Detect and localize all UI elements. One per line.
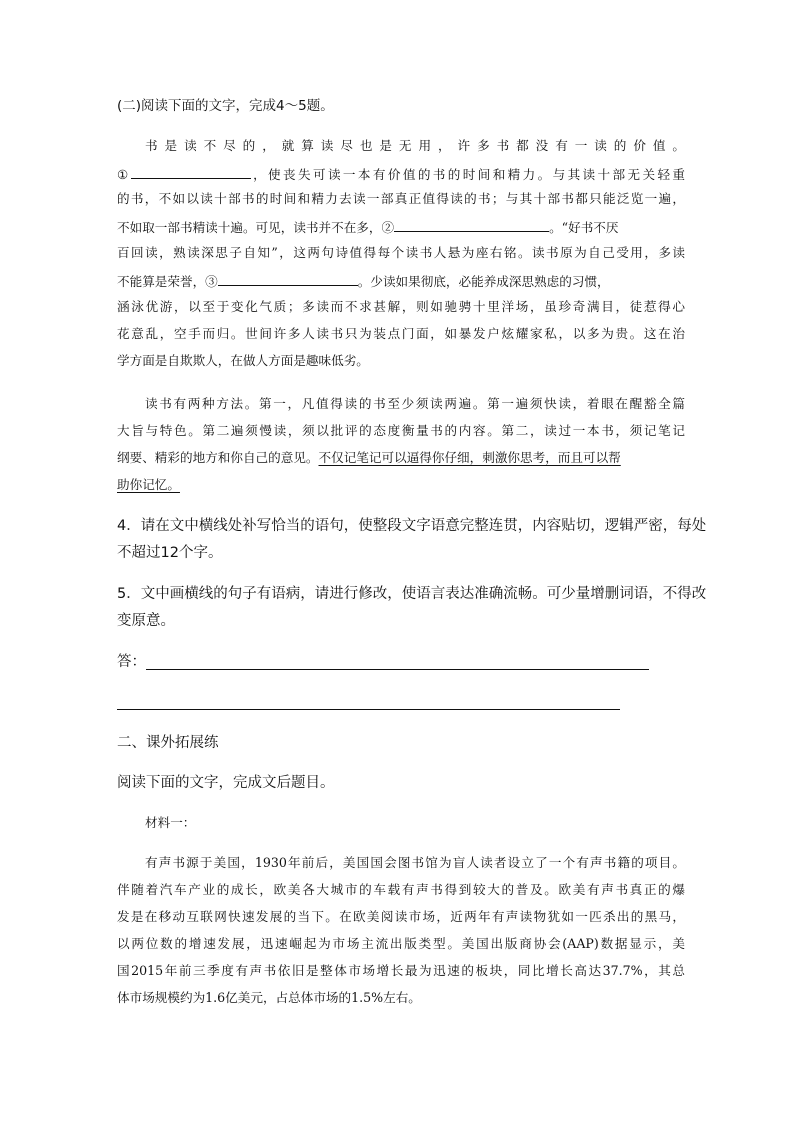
fill-blank-1[interactable] xyxy=(131,163,251,179)
passage-line xyxy=(117,163,685,185)
underlined-sentence: 不仅记笔记可以逼得你仔细，刺激你思考，而且可以帮 xyxy=(318,450,621,465)
passage-text: ，使丧失可读一本有价值的书的时间和精力。与其读十部无关轻重 xyxy=(250,167,686,182)
passage-line: 大旨与特色。第二遍须慢读，须以批评的态度衡量书的内容。第二，读过一本书，须记笔记 xyxy=(117,423,685,438)
passage-line: 学方面是自欺欺人，在做人方面是趣味低劣。 xyxy=(117,353,369,368)
passage-line: 国2015年前三季度有声书依旧是整体市场增长最为迅速的板块，同比增长高达37.7%，其总 xyxy=(117,963,685,978)
passage-line: 以两位数的增速发展，迅速崛起为市场主流出版类型。美国出版商协会(AAP)数据显示，美 xyxy=(117,936,685,951)
passage-text: 。“好书不厌 xyxy=(549,220,619,235)
passage-line: 读书有两种方法。第一，凡值得读的书至少须读两遍。第一遍须快读，着眼在醒豁全篇 xyxy=(145,396,685,411)
question-4-cont: 不超过12个字。 xyxy=(117,545,223,561)
passage-line: 体市场规模约为1.6亿美元，占总体市场的1.5%左右。 xyxy=(117,990,421,1005)
passage-line: 伴随着汽车产业的成长，欧美各大城市的车载有声书得到较大的普及。欧美有声书真正的爆 xyxy=(117,882,685,897)
blank-marker-1: ① xyxy=(117,167,131,182)
fill-blank-3[interactable] xyxy=(218,270,358,286)
passage-line xyxy=(117,216,685,238)
question-5: 5．文中画横线的句子有语病，请进行修改，使语言表达准确流畅。可少量增删词语，不得改 xyxy=(117,586,707,602)
underlined-sentence: 助你记忆。 xyxy=(117,477,180,492)
answer-label: 答： xyxy=(117,654,146,670)
blank-marker-2: ② xyxy=(381,220,395,235)
answer-line-2[interactable] xyxy=(117,709,620,710)
passage-line: 百回读，熟读深思子自知”，这两句诗值得每个读书人悬为座右铭。读书原为自己受用，多读 xyxy=(117,245,685,260)
instruction: 阅读下面的文字，完成文后题目。 xyxy=(117,775,335,791)
passage-text: 不能算是荣誉， xyxy=(117,274,206,289)
passage-line xyxy=(117,475,685,495)
section-heading-2: 二、课外拓展练 xyxy=(117,735,219,751)
question-5-cont: 变原意。 xyxy=(117,613,175,629)
passage-line: 有声书源于美国，1930年前后，美国国会图书馆为盲人读者设立了一个有声书籍的项目。 xyxy=(145,855,685,870)
passage-line xyxy=(117,448,685,468)
passage-text: 纲要、精彩的地方和你自己的意见。 xyxy=(117,450,319,465)
passage-line: 书是读不尽的，就算读尽也是无用，许多书都没有一读的价值。 xyxy=(145,138,685,153)
question-4: 4．请在文中横线处补写恰当的语句，使整段文字语意完整连贯，内容贴切，逻辑严密，每处 xyxy=(117,518,707,534)
passage-text: 。少读如果彻底，必能养成深思熟虑的习惯， xyxy=(357,274,610,289)
passage-line: 涵泳优游，以至于变化气质；多读而不求甚解，则如驰骋十里洋场，虽珍奇满目，徒惹得心 xyxy=(117,299,685,314)
fill-blank-2[interactable] xyxy=(394,216,549,232)
passage-line: 发是在移动互联网快速发展的当下。在欧美阅读市场，近两年有声读物犹如一匹杀出的黑马， xyxy=(117,909,685,924)
material-label: 材料一： xyxy=(145,815,196,830)
passage-line: 花意乱，空手而归。世间许多人读书只为装点门面，如暴发户炫耀家私，以多为贵。这在治 xyxy=(117,326,685,341)
section-heading: (二)阅读下面的文字，完成4～5题。 xyxy=(117,98,334,114)
blank-marker-3: ③ xyxy=(205,274,218,289)
answer-line-1[interactable] xyxy=(146,669,649,670)
passage-line xyxy=(117,270,685,292)
passage-line: 的书，不如以读十部书的时间和精力去读一部真正值得读的书；与其十部书都只能泛览一遍， xyxy=(117,191,685,206)
passage-text: 不如取一部书精读十遍。可见，读书并不在多， xyxy=(117,220,382,235)
